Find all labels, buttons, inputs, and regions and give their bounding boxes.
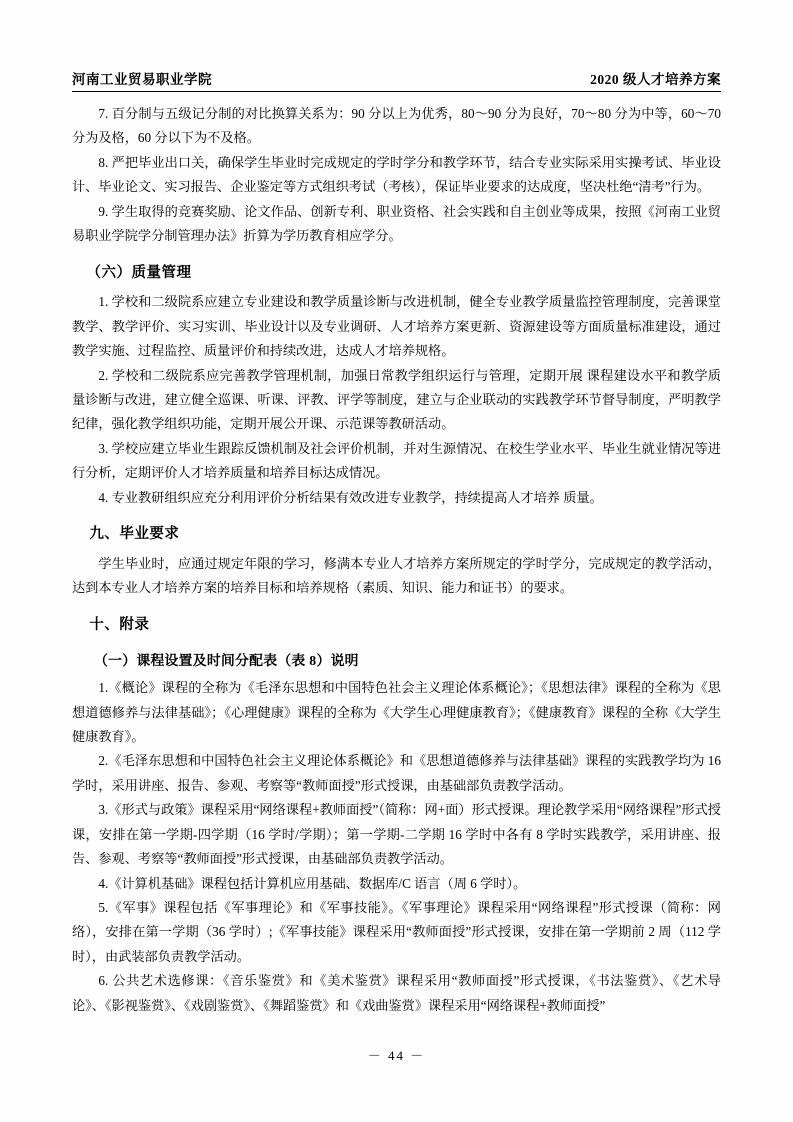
- paragraph-item-8: 8. 严把毕业出口关，确保学生毕业时完成规定的学时学分和教学环节，结合专业实际采用实操考试、毕业设计、毕业论文、实习报告、企业鉴定等方式组织考试（考核），保证毕业要求的达成度，坚决杜绝“清考”行为。: [72, 154, 721, 195]
- paragraph-item-9: 9. 学生取得的竞赛奖励、论文作品、创新专利、职业资格、社会实践和自主创业等成果，按照《河南工业贸易职业学院学分制管理办法》折算为学历教育相应学分。: [72, 203, 721, 244]
- appendix-paragraph-3: 3.《形式与政策》课程采用“网络课程+教师面授”（简称：网+面）形式授课。理论教学采用“网络课程”形式授课，安排在第一学期-四学期（16 学时/学期）；第一学期-二学期 16 学时中各有 8 学时实践教学，采用讲座、报告、参观、考察等“教师面授”形式授课，由基础部负责教学活动。: [72, 802, 721, 867]
- quality-paragraph-4: 4. 专业教研组织应充分利用评价分析结果有效改进专业教学，持续提高人才培养 质量。: [98, 489, 603, 505]
- quality-paragraph-1: 1. 学校和二级院系应建立专业建设和教学质量诊断与改进机制，健全专业教学质量监控管理制度，完善课堂教学、教学评价、实习实训、毕业设计以及专业调研、人才培养方案更新、资源建设等方面质量标准建设，通过教学实施、过程监控、质量评价和持续改进，达成人才培养规格。: [72, 294, 721, 359]
- quality-paragraph-2: 2. 学校和二级院系应完善教学管理机制，加强日常教学组织运行与管理，定期开展 课程建设水平和教学质量诊断与改进，建立健全巡课、听课、评教、评学等制度，建立与企业联动的实践教学环节督导制度，严明教学纪律，强化教学组织功能，定期开展公开课、示范课等教研活动。: [72, 367, 721, 432]
- header-right-title: 2020 级人才培养方案: [590, 72, 721, 87]
- document-body: [72, 102, 721, 1018]
- appendix-paragraph-4: 4.《计算机基础》课程包括计算机应用基础、数据库/C 语言（周 6 学时）。: [98, 875, 527, 891]
- section-heading-graduation-requirements: 九、毕业要求: [89, 526, 180, 543]
- appendix-paragraph-1: 1.《概论》课程的全称为《毛泽东思想和中国特色社会主义理论体系概论》；《思想法律》课程的全称为《思想道德修养与法律基础》；《心理健康》课程的全称为《大学生心理健康教育》；《健康教育》课程的全称《大学生健康教育》。: [72, 680, 721, 744]
- graduation-paragraph-1: 学生毕业时，应通过规定年限的学习，修满本专业人才培养方案所规定的学时学分，完成规定的教学活动，达到本专业人才培养方案的培养目标和培养规格（素质、知识、能力和证书）的要求。: [72, 555, 721, 596]
- appendix-paragraph-2: 2.《毛泽东思想和中国特色社会主义理论体系概论》和《思想道德修养与法律基础》课程的实践教学均为 16 学时，采用讲座、报告、参观、考察等“教师面授”形式授课，由基础部负责教学活动。: [72, 753, 721, 793]
- header-left-title: 河南工业贸易职业学院: [72, 72, 212, 87]
- appendix-paragraph-5: 5.《军事》课程包括《军事理论》和《军事技能》。《军事理论》课程采用“网络课程”形式授课（简称：网络），安排在第一学期（36 学时）;《军事技能》课程采用“教师面授”形式授课，安排在第一学期前 2 周（112 学时），由武装部负责教学活动。: [72, 899, 721, 964]
- header-divider: [72, 91, 721, 92]
- section-heading-quality-management: （六）质量管理: [86, 264, 192, 281]
- section-heading-appendix: 十、附录: [89, 616, 150, 633]
- page-footer: [0, 1045, 793, 1064]
- appendix-paragraph-6: 6. 公共艺术选修课：《音乐鉴赏》和《美术鉴赏》课程采用“教师面授”形式授课，《书法鉴赏》、《艺术导论》、《影视鉴赏》、《戏剧鉴赏》、《舞蹈鉴赏》和《戏曲鉴赏》课程采用“网络课程+教师面授”: [72, 973, 721, 1013]
- page-header: [72, 68, 721, 91]
- subsection-heading-curriculum-table: （一）课程设置及时间分配表（表 8）说明: [94, 652, 359, 668]
- quality-paragraph-3: 3. 学校应建立毕业生跟踪反馈机制及社会评价机制，并对生源情况、在校生学业水平、毕业生就业情况等进行分析，定期评价人才培养质量和培养目标达成情况。: [72, 440, 721, 481]
- page-number: － 44 －: [367, 1048, 426, 1063]
- paragraph-item-7: 7. 百分制与五级记分制的对比换算关系为：90 分以上为优秀，80～90 分为良好，70～80 分为中等，60～70 分为及格，60 分以下为不及格。: [72, 106, 721, 146]
